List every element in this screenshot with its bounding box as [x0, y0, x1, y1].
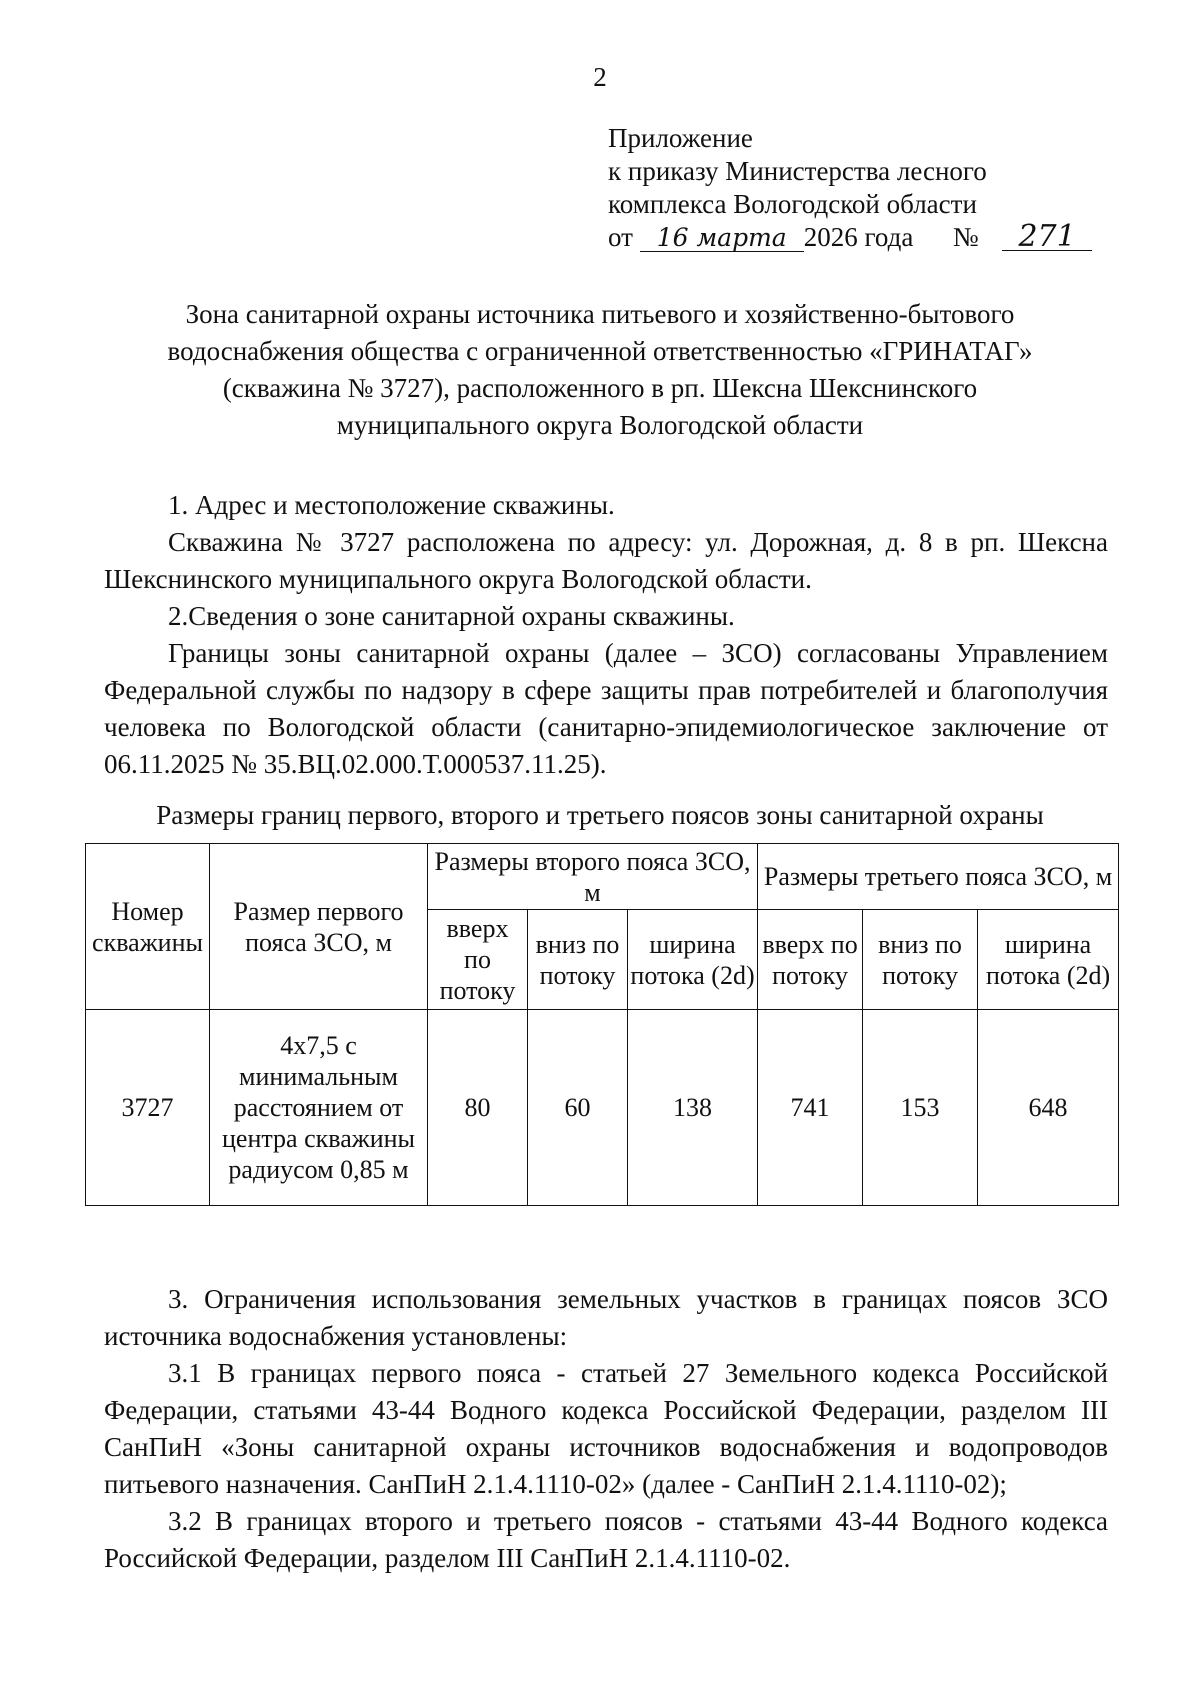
cell-second-width: 138 — [628, 1010, 758, 1206]
section-3-item-2: 3.2 В границах второго и третьего поясов - статьями 43-44 Водного кодекса Российской Федерации, разделом III СанПиН 2.1.4.1110-02. — [104, 1506, 1108, 1573]
appendix-date-line — [608, 221, 1092, 254]
cell-third-down: 153 — [863, 1010, 978, 1206]
cell-first-belt: 4х7,5 с минимальным расстоянием от центра скважины радиусом 0,85 м — [210, 1010, 428, 1206]
table-row — [86, 1010, 1119, 1206]
section-1-heading: 1. Адрес и местоположение скважины. — [168, 490, 615, 520]
appendix-line-2: к приказу Министерства лесного — [608, 156, 987, 186]
header-second-upstream: вверх по потоку — [428, 910, 528, 1010]
cell-third-width: 648 — [978, 1010, 1119, 1206]
header-third-downstream: вниз по потоку — [863, 910, 978, 1010]
date-prefix: от — [608, 222, 633, 252]
section-3-heading: 3. Ограничения использования земельных участков в границах поясов ЗСО источника водоснабжения установлены: — [104, 1284, 1108, 1351]
header-third-belt: Размеры третьего пояса ЗСО, м — [758, 844, 1119, 910]
table-caption: Размеры границ первого, второго и третьего поясов зоны санитарной охраны — [156, 800, 1044, 830]
cell-well-number: 3727 — [86, 1010, 210, 1206]
title-line-2: водоснабжения общества с ограниченной ответственностью «ГРИНАТАГ» — [167, 336, 1033, 366]
handwritten-date: 16 марта — [640, 225, 804, 252]
cell-second-down: 60 — [528, 1010, 628, 1206]
cell-third-up: 741 — [758, 1010, 863, 1206]
zso-size-table — [85, 843, 1119, 1206]
title-line-1: Зона санитарной охраны источника питьевого и хозяйственно-бытового — [185, 299, 1015, 329]
appendix-block — [608, 122, 1092, 254]
section-2-text: Границы зоны санитарной охраны (далее – ЗСО) согласованы Управлением Федеральной службы по надзору в сфере защиты прав потребителей и благополучия человека по Вологодской области (санитарно-эпидемиологическое заключение от 06.11.2025 № 35.ВЦ.02.000.Т.000537.11.25). — [104, 638, 1108, 779]
appendix-line-1: Приложение — [608, 123, 753, 153]
appendix-line-3: комплекса Вологодской области — [608, 189, 977, 219]
header-third-flow-width: ширина потока (2d) — [978, 910, 1119, 1010]
document-title — [90, 296, 1110, 444]
date-suffix: 2026 года — [803, 222, 914, 252]
section-2-heading: 2.Сведения о зоне санитарной охраны скважины. — [168, 601, 735, 631]
number-label: № — [952, 222, 979, 252]
header-first-belt: Размер первого пояса ЗСО, м — [210, 844, 428, 1010]
header-third-upstream: вверх по потоку — [758, 910, 863, 1010]
header-second-belt: Размеры второго пояса ЗСО, м — [428, 844, 758, 910]
section-1-text: Скважина № 3727 расположена по адресу: ул. Дорожная, д. 8 в рп. Шексна Шекснинского муниципального округа Вологодской области. — [104, 527, 1108, 594]
handwritten-number: 271 — [1002, 224, 1092, 251]
section-3-item-1: 3.1 В границах первого пояса - статьей 27 Земельного кодекса Российской Федерации, статьями 43-44 Водного кодекса Российской Федерации, разделом III СанПиН «Зоны санитарной охраны источников водоснабжения и водопроводов питьевого назначения. СанПиН 2.1.4.1110-02» (далее - СанПиН 2.1.4.1110-02); — [104, 1358, 1108, 1499]
cell-second-up: 80 — [428, 1010, 528, 1206]
title-line-3: (скважина № 3727), расположенного в рп. Шексна Шекснинского — [222, 373, 978, 403]
page-number: 2 — [593, 62, 607, 92]
header-well-number: Номер скважины — [86, 844, 210, 1010]
title-line-4: муниципального округа Вологодской области — [336, 410, 864, 440]
header-second-downstream: вниз по потоку — [528, 910, 628, 1010]
header-second-flow-width: ширина потока (2d) — [628, 910, 758, 1010]
